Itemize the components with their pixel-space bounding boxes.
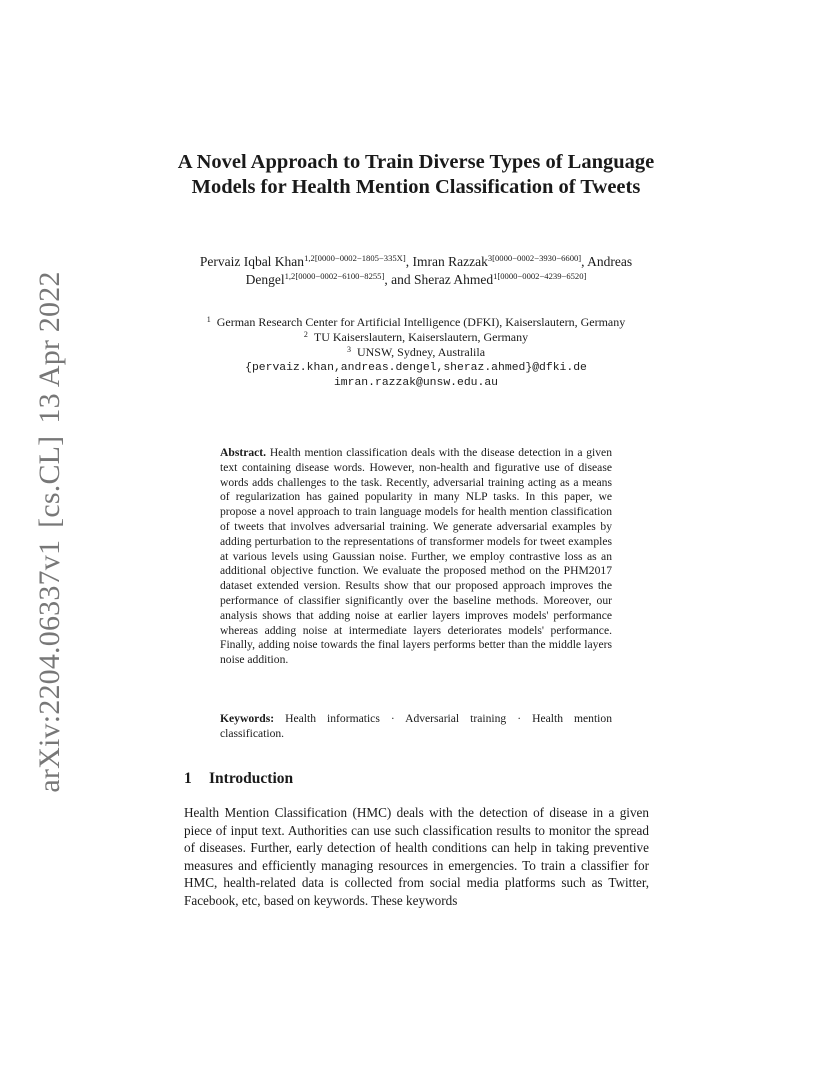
orcid-id: [0000−0002−3930−6600] [492, 253, 582, 263]
keywords-text: Health informatics · Adversarial training · Health mention classification. [220, 712, 612, 740]
author-superscript: 1[0000−0002−4239−6520] [493, 271, 587, 281]
author-list: Pervaiz Iqbal Khan$^{1,2[0000-0002-1805-335X]}$, Imran Razzak$^{3[0000-0002-3930-6600]}$, Andreas Dengel$^{1,2[0000-0002-6100-8255]}$, and Sheraz Ahmed$^{1[0000-0002-4239-6520]}$ [199, 253, 633, 287]
arxiv-id: arXiv:2204.06337v1 [33, 539, 66, 793]
intro-paragraph: Health Mention Classification (HMC) deals with the detection of disease in a given piece of input text. Authorities can use such classification results to monitor the spread of diseases. Further, early detection of health conditions can help in taking preventive measures and efficiently managing resources in emergencies. To train a classifier for HMC, health-related data is collected from social media platforms such as Twitter, Facebook, etc, based on keywords. These keywords [184, 805, 649, 908]
section-heading [184, 769, 293, 789]
author-name: Andreas Dengel [245, 254, 633, 287]
affiliation-item: $^1$ German Research Center for Artificial Intelligence (DFKI), Kaiserslautern, Germany [206, 315, 626, 329]
arxiv-date: 13 Apr 2022 [33, 271, 66, 424]
orcid-id: [0000−0002−4239−6520] [497, 271, 587, 281]
arxiv-identifier-stamp [33, 259, 67, 792]
orcid-id: [0000−0002−1805−335X] [314, 253, 406, 263]
section-title: Introduction [209, 770, 294, 787]
keywords-label: Keywords: [220, 712, 275, 725]
section-number: 1 [184, 770, 192, 787]
author-name: Sheraz Ahmed [413, 272, 494, 287]
arxiv-category: [cs.CL] [33, 435, 66, 528]
paper-title: A Novel Approach to Train Diverse Types of Language Models for Health Mention Classification of Tweets [177, 151, 655, 198]
affiliation-item: $^3$ UNSW, Sydney, Australila [346, 345, 486, 360]
affiliations [190, 315, 642, 391]
abstract-text: Health mention classification deals with the disease detection in a given text containing disease words. However, non-health and figurative use of disease words adds challenges to the task. Recently, adversarial training acting as a means of regularization has gained popularity in many NLP tasks. In this paper, we propose a novel approach to train language models for health mention classification of tweets that involves adversarial training. We generate adversarial examples by adding perturbation to the representations of transformer models for tweet examples at various levels using Gaussian noise. Further, we employ contrastive loss as an additional objective function. We evaluate the proposed method on the PHM2017 dataset extended version. Results show that our proposed approach improves the performance of classifier significantly over the baseline methods. Moreover, our analysis shows that adding noise at earlier layers improves models' performance whereas adding noise at intermediate layers deteriorates models' performance. Finally, adding noise towards the final layers performs better than the middle layers noise addition. [220, 446, 612, 667]
author-superscript: 1,2[0000−0002−1805−335X] [304, 253, 406, 263]
abstract [220, 446, 612, 668]
author-name: Pervaiz Iqbal Khan [199, 254, 305, 269]
author-name: Imran Razzak [412, 254, 488, 269]
affiliation-item: $^2$ TU Kaiserslautern, Kaiserslautern, Germany [303, 330, 529, 345]
email-line: imran.razzak@unsw.edu.au [333, 376, 499, 389]
author-superscript: 1,2[0000−0002−6100−8255] [284, 271, 385, 281]
keywords [220, 712, 612, 742]
orcid-id: [0000−0002−6100−8255] [295, 271, 385, 281]
abstract-label: Abstract. [220, 446, 267, 459]
email-line: {pervaiz.khan,andreas.dengel,sheraz.ahmed}@dfki.de [245, 361, 587, 374]
author-superscript: 3[0000−0002−3930−6600] [487, 253, 582, 263]
